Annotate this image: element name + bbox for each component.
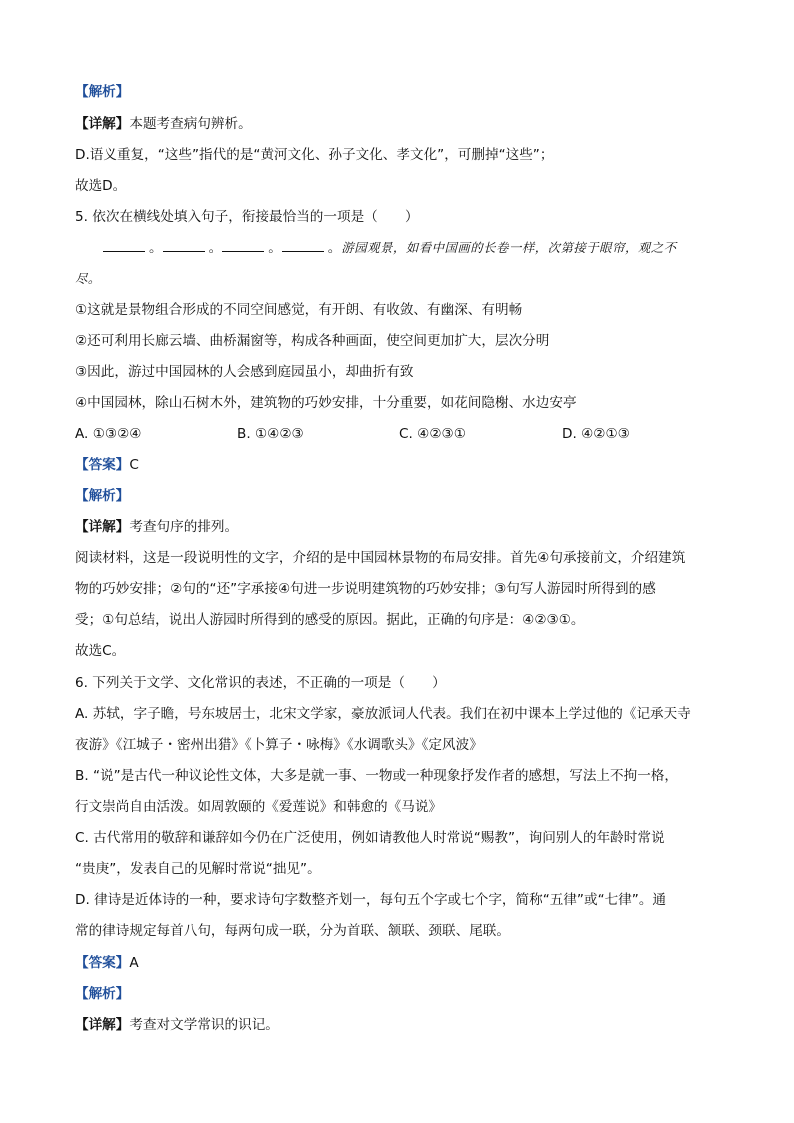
explanation-line: 受；①句总结，说出人游园时所得到的感受的原因。据此，正确的句序是：④②③①。 <box>75 612 585 628</box>
option-b: B. ①④②③ <box>237 426 304 442</box>
sentence-2: ②还可利用长廊云墙、曲桥漏窗等，构成各种画面，使空间更加扩大，层次分明 <box>75 333 550 349</box>
question-5-blank-line: 。 。 。 。游园观景，如看中国画的长卷一样，次第接于眼帘，观之不 <box>103 238 677 258</box>
detail-line: 【详解】考查句序的排列。 <box>75 519 239 535</box>
q6-option-b-line2: 行文崇尚自由活泼。如周敦颐的《爱莲说》和韩愈的《马说》 <box>75 799 443 815</box>
question-6-stem: 6. 下列关于文学、文化常识的表述，不正确的一项是（ ） <box>75 675 446 691</box>
detail-line: 【详解】本题考查病句辨析。 <box>75 116 252 132</box>
analysis-heading: 【解析】 <box>75 986 130 1002</box>
option-a: A. ①③②④ <box>75 426 142 442</box>
q6-option-a-line2: 夜游》《江城子・密州出猎》《卜算子・咏梅》《水调歌头》《定风波》 <box>75 737 483 753</box>
analysis-heading: 【解析】 <box>75 488 130 504</box>
answer-line: 【答案】A <box>75 955 139 971</box>
q6-option-b-line1: B. “说”是古代一种议论性文体，大多是就一事、一物或一种现象抒发作者的感想，写法上不拘一格， <box>75 768 678 784</box>
choose-line: 故选D。 <box>75 178 127 194</box>
q6-option-d-line1: D. 律诗是近体诗的一种，要求诗句字数整齐划一，每句五个字或七个字，简称“五律”或“七律”。通 <box>75 892 667 908</box>
answer-line: 【答案】C <box>75 457 139 473</box>
q6-option-a-line1: A. 苏轼，字子瞻，号东坡居士，北宋文学家，豪放派词人代表。我们在初中课本上学过他的《记承天寺 <box>75 706 691 722</box>
q6-option-d-line2: 常的律诗规定每首八句，每两句成一联，分为首联、颔联、颈联、尾联。 <box>75 923 510 939</box>
q6-option-c-line2: “贵庚”，发表自己的见解时常说“拙见”。 <box>75 861 321 877</box>
option-d: D. ④②①③ <box>562 426 630 442</box>
q6-option-c-line1: C. 古代常用的敬辞和谦辞如今仍在广泛使用，例如请教他人时常说“赐教”，询问别人的年龄时常说 <box>75 830 665 846</box>
choose-line: 故选C。 <box>75 643 126 659</box>
detail-tag: 【详解】 <box>75 116 130 132</box>
blank <box>163 239 205 252</box>
option-c: C. ④②③① <box>399 426 466 442</box>
blank <box>103 239 145 252</box>
question-5-stem: 5. 依次在横线处填入句子，衔接最恰当的一项是（ ） <box>75 209 419 225</box>
blank <box>282 239 324 252</box>
explanation-line: 阅读材料，这是一段说明性的文字，介绍的是中国园林景物的布局安排。首先④句承接前文，介绍建筑 <box>75 550 686 566</box>
sentence-3: ③因此，游过中国园林的人会感到庭园虽小，却曲折有致 <box>75 364 414 380</box>
option-d-explanation: D.语义重复，“这些”指代的是“黄河文化、孙子文化、孝文化”，可删掉“这些”； <box>75 147 554 163</box>
sentence-4: ④中国园林，除山石树木外，建筑物的巧妙安排，十分重要，如花间隐榭、水边安亭 <box>75 395 577 411</box>
explanation-line: 物的巧妙安排；②句的“还”字承接④句进一步说明建筑物的巧妙安排；③句写人游园时所得到的感 <box>75 581 656 597</box>
blank <box>222 239 264 252</box>
sentence-1: ①这就是景物组合形成的不同空间感觉，有开朗、有收敛、有幽深、有明畅 <box>75 302 523 318</box>
analysis-heading: 【解析】 <box>75 84 130 100</box>
detail-line: 【详解】考查对文学常识的识记。 <box>75 1017 279 1033</box>
question-5-blank-line-end: 尽。 <box>75 271 101 286</box>
